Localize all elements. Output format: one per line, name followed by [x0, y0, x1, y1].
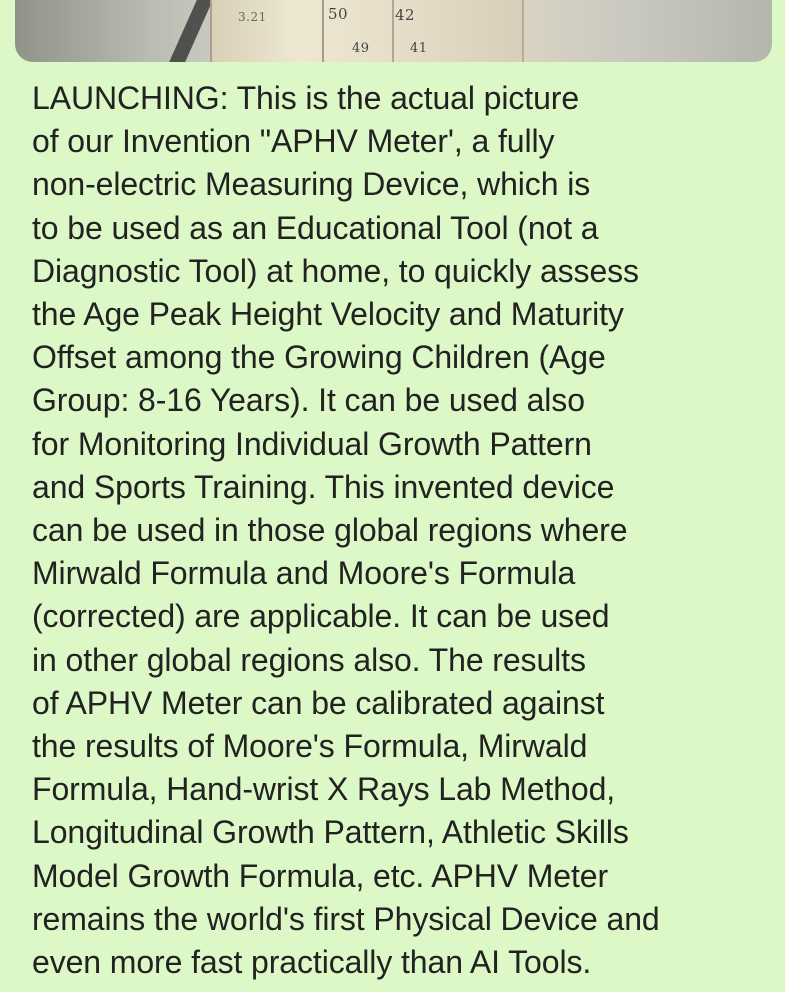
message-photo[interactable] [15, 0, 772, 62]
photo-mark-3: 42 [395, 6, 416, 24]
measuring-stick-shadow [169, 0, 213, 62]
photo-mark-4: 49 [352, 41, 370, 56]
photo-mark-2: 50 [328, 5, 349, 23]
photo-mark-5: 41 [410, 41, 428, 56]
message-text: LAUNCHING: This is the actual picture of our Invention "APHV Meter', a fully non-electric Measuring Device, which is to be used as an Educational Tool (not a Diagnostic Tool) at home, to quickly assess the Age Peak Height Velocity and Maturity Offset among the Growing Children (Age Group: 8-16 Years). It can be used also for Monitoring Individual Growth Pattern and Sports Training. This invented device can be used in those global regions where Mirwald Formula and Moore's Formula (corrected) are applicable. It can be used in other global regions also. The results of APHV Meter can be calibrated against the results of Moore's Formula, Mirwald Formula, Hand-wrist X Rays Lab Method, Longitudinal Growth Pattern, Athletic Skills Model Growth Formula, etc. APHV Meter remains the world's first Physical Device and even more fast practically than AI Tools. [32, 80, 660, 981]
photo-mark-1: 3.21 [238, 10, 267, 24]
